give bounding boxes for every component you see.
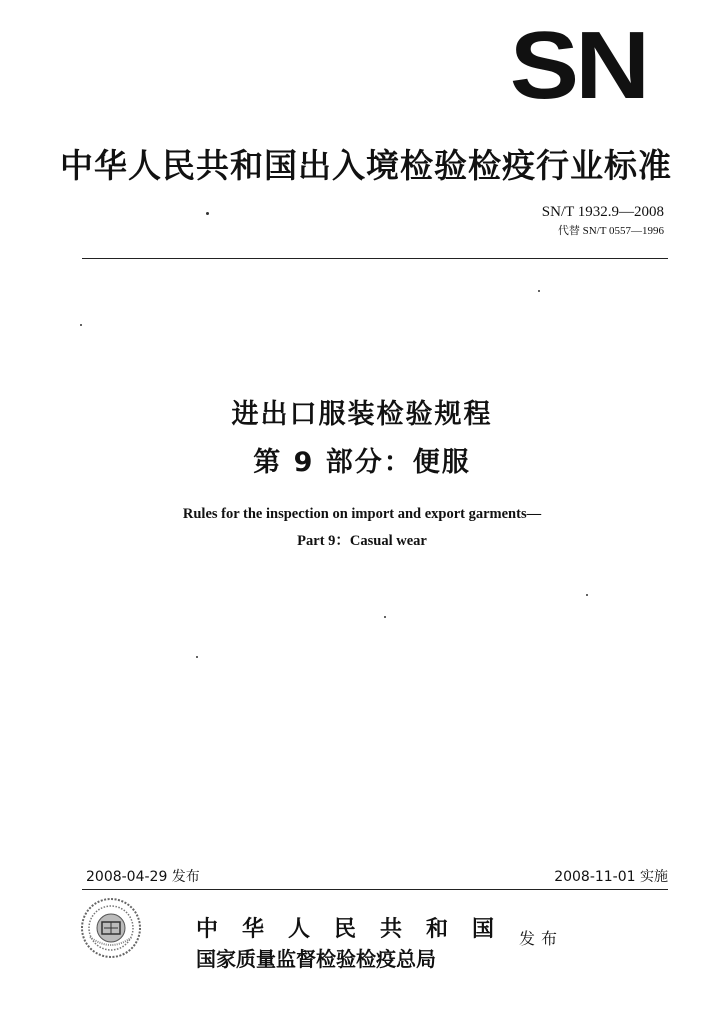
scan-speck: [206, 212, 209, 215]
sn-logo-mark: [493, 28, 663, 110]
title-en-main: Rules for the inspection on import and export garments—: [182, 506, 542, 522]
standard-number-block: [542, 204, 664, 238]
aqsiq-seal-icon: [80, 897, 142, 959]
title-en-part: Part 9：Casual wear: [297, 533, 427, 549]
standard-number: SN/T 1932.9—2008: [541, 204, 664, 220]
implementation-date: 2008-11-01 实施: [554, 869, 668, 885]
title-cn-main: 进出口服装检验规程: [231, 399, 493, 430]
replaced-standard: 代替 SN/T 0557—1996: [557, 225, 664, 237]
sn-logo: [493, 28, 663, 110]
scan-speck: [384, 616, 386, 618]
scan-speck: [586, 594, 588, 596]
issuer-country: 中华人民共和国: [196, 916, 519, 942]
scan-speck: [196, 656, 198, 658]
title-cn-part: 第 9 部分：便服: [253, 447, 471, 478]
header-divider: [82, 258, 668, 259]
issued-label: 发布: [519, 929, 564, 948]
svg-text:SN: SN: [509, 28, 647, 110]
footer-divider: [82, 889, 668, 890]
scan-speck: [80, 324, 82, 326]
scan-speck: [538, 290, 540, 292]
issue-date: 2008-04-29 发布: [86, 869, 200, 885]
org-title: 中华人民共和国出入境检验检疫行业标准: [60, 146, 672, 185]
issuer-agency: 国家质量监督检验检疫总局: [196, 947, 436, 971]
issuer-block: [196, 912, 518, 972]
